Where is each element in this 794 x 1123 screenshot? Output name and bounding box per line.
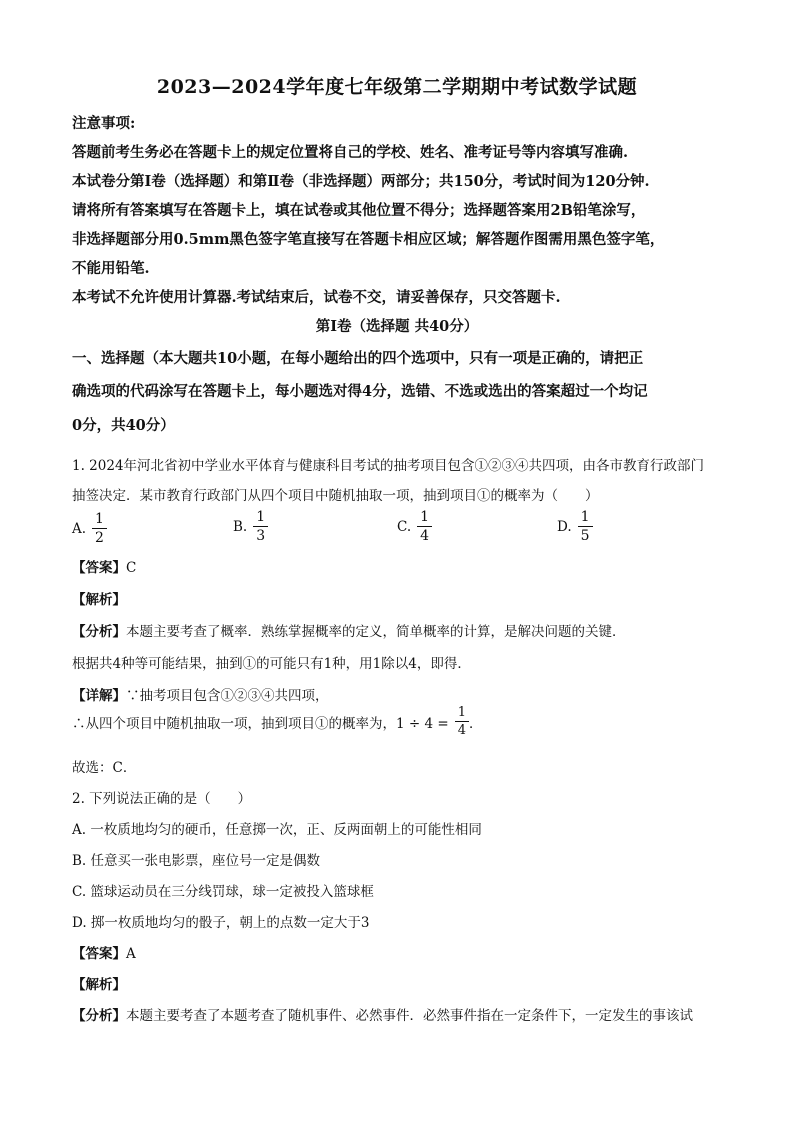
q1-stem: 抽签决定．某市教育行政部门从四个项目中随机抽取一项，抽到项目①的概率为（ ） — [72, 488, 599, 504]
q1-option-a: A. $\frac{1}{2}$ — [72, 512, 107, 545]
q2-fenxi: 【分析】本题主要考查了本题考查了随机事件、必然事件．必然事件指在一定条件下，一定发生的事该试 — [72, 1008, 693, 1024]
section-instructions: 一、选择题（本大题共10小题，在每小题给出的四个选项中，只有一项是正确的，请把正 — [72, 350, 644, 367]
notice-line: 答题前考生务必在答题卡上的规定位置将自己的学校、姓名、准考证号等内容填写准确. — [72, 144, 629, 161]
q1-conclusion: 故选：C． — [72, 760, 137, 776]
q2-option-b: B. 任意买一张电影票，座位号一定是偶数 — [72, 853, 321, 869]
q1-answer: 【答案】C — [72, 560, 137, 576]
q1-detail: 【详解】∵抽考项目包含①②③④共四项， — [72, 688, 329, 704]
q2-stem: 2. 下列说法正确的是（ ） — [72, 791, 252, 807]
q2-option-c: C. 篮球运动员在三分线罚球，球一定被投入篮球框 — [72, 884, 374, 900]
part1-heading: 第Ⅰ卷（选择题 共40分） — [315, 318, 479, 335]
section-instructions: 0分，共40分） — [72, 417, 175, 434]
section-instructions: 确选项的代码涂写在答题卡上，每小题选对得4分，选错、不选或选出的答案超过一个均记 — [72, 383, 648, 400]
q2-analysis-tag: 【解析】 — [72, 977, 126, 993]
notice-line: 本考试不允许使用计算器.考试结束后，试卷不交，请妥善保存，只交答题卡. — [72, 289, 561, 306]
q2-answer: 【答案】A — [72, 946, 136, 962]
notice-line: 本试卷分第Ⅰ卷（选择题）和第Ⅱ卷（非选择题）两部分；共150分，考试时间为120分钟. — [72, 173, 650, 190]
q1-option-c: C. $\frac{1}{4}$ — [397, 510, 432, 543]
q1-detail-2: ∴从四个项目中随机抽取一项，抽到项目①的概率为，1 ÷ 4 = $\frac{1}{4}$ ． — [72, 705, 483, 738]
q1-option-d: D. $\frac{1}{5}$ — [557, 510, 593, 543]
q1-analysis-tag: 【解析】 — [72, 592, 126, 608]
q1-stem: 1. 2024年河北省初中学业水平体育与健康科目考试的抽考项目包含①②③④共四项，由各市教育行政部门 — [72, 458, 705, 474]
notice-line: 请将所有答案填写在答题卡上，填在试卷或其他位置不得分；选择题答案用2B铅笔涂写， — [72, 202, 646, 219]
q2-option-d: D. 掷一枚质地均匀的骰子，朝上的点数一定大于3 — [72, 915, 370, 931]
q2-option-a: A. 一枚质地均匀的硬币，任意掷一次，正、反两面朝上的可能性相同 — [72, 822, 482, 838]
q1-fenxi: 【分析】本题主要考查了概率．熟练掌握概率的定义，简单概率的计算，是解决问题的关键． — [72, 624, 626, 640]
notice-line: 不能用铅笔. — [72, 260, 150, 277]
q1-fenxi-2: 根据共4种等可能结果，抽到①的可能只有1种，用1除以4，即得． — [72, 656, 471, 672]
notice-heading: 注意事项: — [72, 115, 136, 132]
exam-title: 2023—2024学年度七年级第二学期期中考试数学试题 — [156, 76, 638, 98]
notice-line: 非选择题部分用0.5mm黑色签字笔直接写在答题卡相应区域；解答题作图需用黑色签字笔， — [72, 231, 665, 248]
q1-option-b: B. $\frac{1}{3}$ — [233, 510, 268, 543]
